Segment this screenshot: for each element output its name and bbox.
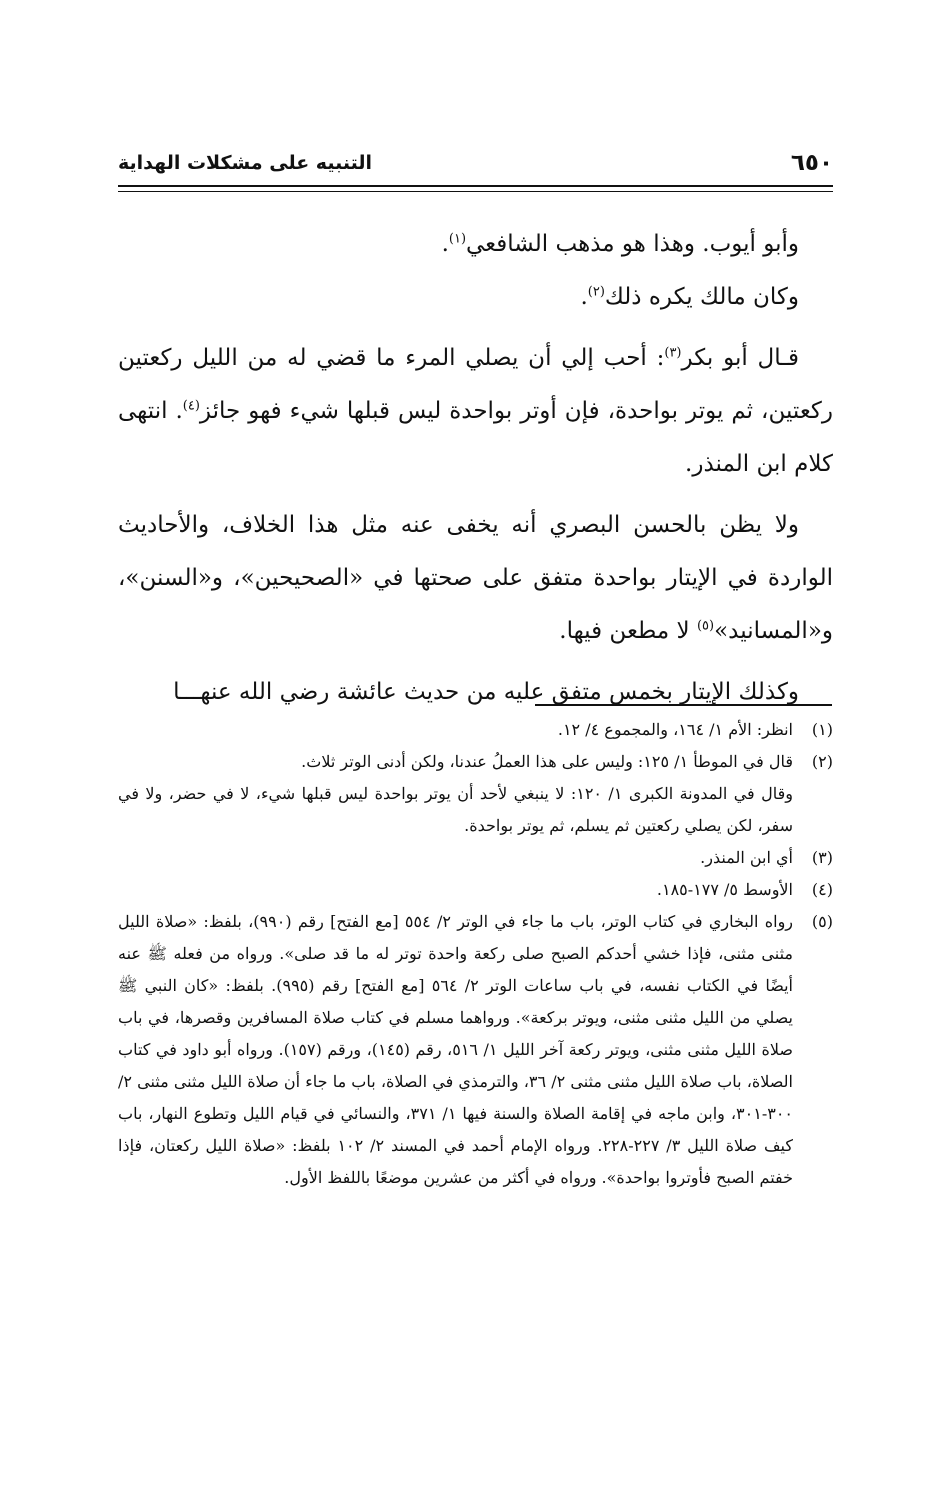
header-rule-thin <box>118 191 833 192</box>
footnote-text: رواه البخاري في كتاب الوتر، باب ما جاء في الوتر ٢/ ٥٥٤ [مع الفتح] رقم (٩٩٠)، بلفظ: «صلاة الليل مثنى مثنى، فإذا خشي أحدكم الصبح صلى ركعة واحدة توتر له ما قد صلى». ورواه من فعله ﷺ عنه أيضًا في الكتاب نفسه، في باب ساعات الوتر ٢/ ٥٦٤ [مع الفتح] رقم (٩٩٥). بلفظ: «كان النبي ﷺ يصلي من الليل مثنى مثنى، ويوتر بركعة». ورواهما مسلم في كتاب صلاة المسافرين وقصرها، في باب صلاة الليل مثنى مثنى، ويوتر ركعة آخر الليل ١/ ٥١٦، رقم (١٤٥)، ورقم (١٥٧). ورواه أبو داود في كتاب الصلاة، باب صلاة الليل مثنى مثنى ٢/ ٣٦، والترمذي في الصلاة، باب ما جاء أن صلاة الليل مثنى مثنى ٢/ ٣٠٠-٣٠١، وابن ماجه في إقامة الصلاة والسنة فيها ١/ ٣٧١، والنسائي في قيام الليل وتطوع النهار، باب كيف صلاة الليل ٣/ ٢٢٧-٢٢٨. ورواه الإمام أحمد في المسند ٢/ ١٠٢ بلفظ: «صلاة الليل ركعتان، فإذا خفتم الصبح فأوتروا بواحدة». ورواه في أكثر من عشرين موضعًا باللفظ الأول. <box>118 912 794 1187</box>
footnote-separator <box>535 704 832 706</box>
footnote-text: وقال في المدونة الكبرى ١/ ١٢٠: لا ينبغي لأحد أن يوتر بواحدة ليس قبلها شيء، لا في حضر، ولا في سفر، لكن يصلي ركعتين ثم يسلم، ثم يوتر بواحدة. <box>118 784 793 835</box>
footnote-3 <box>118 842 833 874</box>
footnote-5 <box>118 906 833 1194</box>
footnote-text: أي ابن المنذر. <box>700 848 793 867</box>
footnote-text: قال في الموطأ ١/ ١٢٥: وليس على هذا العملُ عندنا، ولكن أدنى الوتر ثلاث. <box>301 752 793 771</box>
footnote-number: (٣) <box>811 848 833 867</box>
footnote-ref: (١) <box>448 231 467 247</box>
paragraph-2 <box>118 271 833 324</box>
running-header <box>118 148 833 182</box>
footnote-number: (٢) <box>811 752 833 771</box>
footnote-number: (٤) <box>811 880 833 899</box>
footnote-text: الأوسط ٥/ ١٧٧-١٨٥. <box>656 880 793 899</box>
footnote-ref: (٥) <box>696 618 715 634</box>
header-rule-thick <box>118 185 833 187</box>
paragraph-tail: . <box>441 231 449 257</box>
paragraph-text-cont: : أحب إلي أن يصلي المرء ما قضي له من الليل ركعتين ركعتين، ثم يوتر بواحدة، فإن أوتر بواحدة ليس قبلها شيء فهو جائز <box>118 345 833 424</box>
paragraph-1 <box>118 218 833 271</box>
footnotes <box>118 714 833 1194</box>
paragraph-4 <box>118 499 833 658</box>
footnote-number: (١) <box>811 720 833 739</box>
footnote-1 <box>118 714 833 746</box>
footnote-ref: (٤) <box>182 398 200 414</box>
paragraph-tail: لا مطعن فيها. <box>559 618 697 644</box>
paragraph-tail: . <box>580 284 588 310</box>
footnote-ref: (٢) <box>587 284 605 300</box>
paragraph-tail: . انتهى كلام ابن المنذر. <box>118 398 833 477</box>
footnote-4 <box>118 874 833 906</box>
paragraph-text: ولا يظن بالحسن البصري أنه يخفى عنه مثل هذا الخلاف، والأحاديث الواردة في الإيتار بواحدة متفق على صحتها في «الصحيحين»، و«السنن»، و«المسانيد» <box>118 512 833 644</box>
paragraph-text: قـال أبو بكر <box>681 345 800 371</box>
paragraph-text: وأبو أيوب. وهذا هو مذهب الشافعي <box>466 231 799 257</box>
paragraph-text: وكان مالك يكره ذلك <box>604 284 799 310</box>
footnote-text: انظر: الأم ١/ ١٦٤، والمجموع ٤/ ١٢. <box>557 720 793 739</box>
main-text <box>118 218 833 719</box>
paragraph-5 <box>118 666 833 719</box>
paragraph-text: وكذلك الإيتار بخمس متفق عليه من حديث عائشة رضي الله عنهـــا <box>173 679 799 705</box>
footnote-2-continued <box>118 778 833 842</box>
book-title: التنبيه على مشكلات الهداية <box>118 152 372 174</box>
page-number: ٦٥٠ <box>790 150 833 176</box>
paragraph-3 <box>118 332 833 491</box>
footnote-ref: (٣) <box>664 345 682 361</box>
footnote-number: (٥) <box>811 912 833 931</box>
footnote-2 <box>118 746 833 778</box>
